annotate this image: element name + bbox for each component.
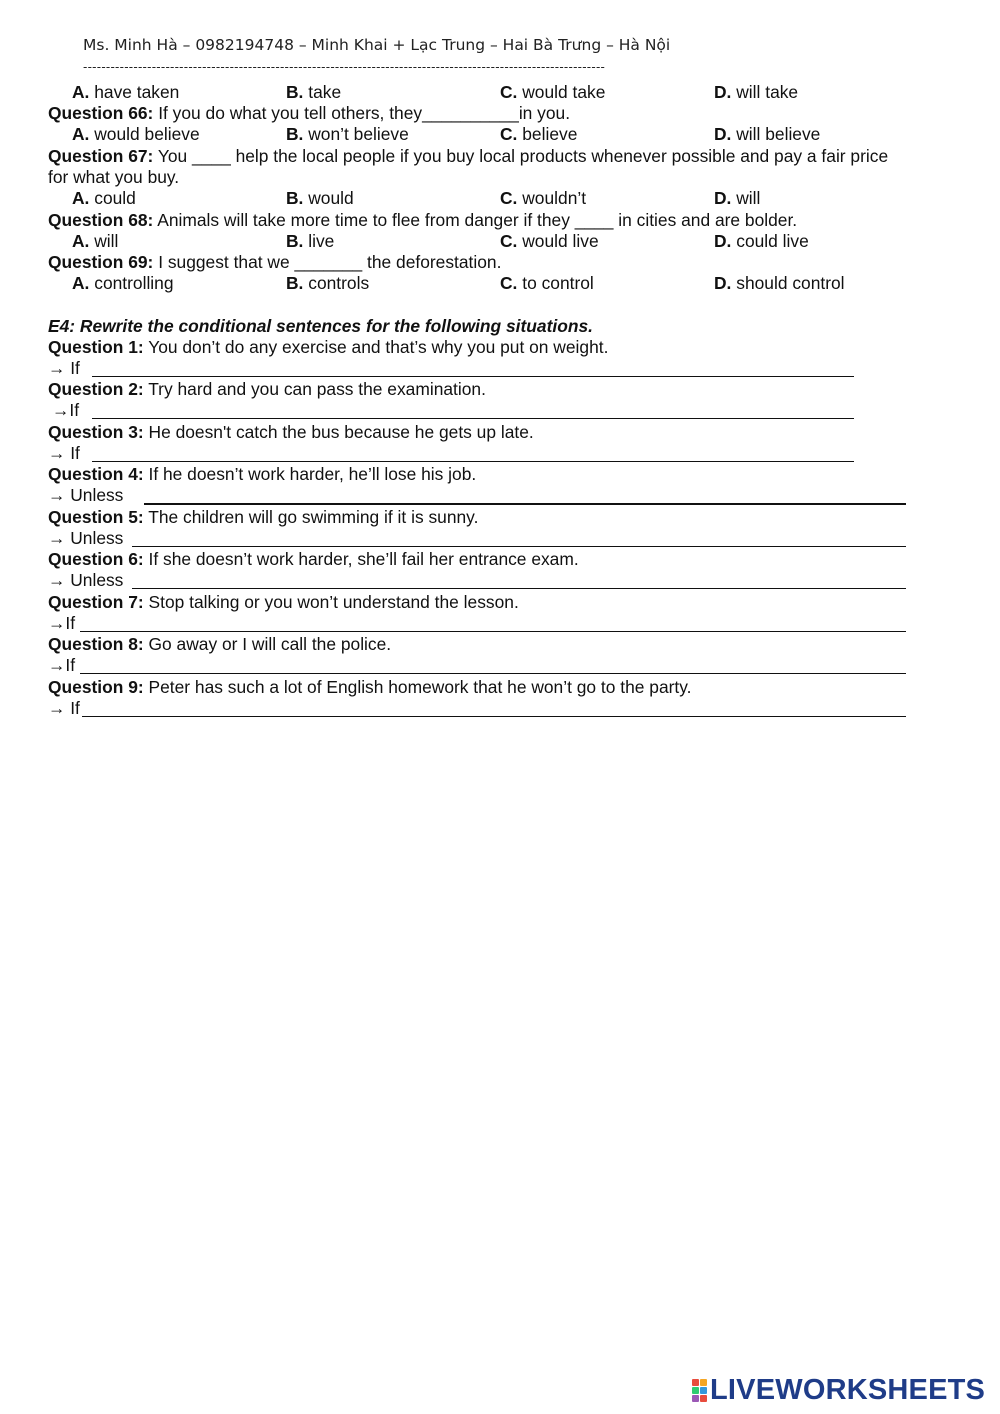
e4-question-4 xyxy=(48,464,476,485)
q67-option-b[interactable] xyxy=(286,188,354,209)
question-label: Question 7: xyxy=(48,592,144,612)
question-label: Question 69: xyxy=(48,252,154,272)
option-label: B. xyxy=(286,124,304,144)
option-text: controls xyxy=(308,273,370,293)
q67-option-a[interactable] xyxy=(72,188,136,209)
option-label: D. xyxy=(714,124,732,144)
option-text: take xyxy=(308,82,342,102)
question-label: Question 3: xyxy=(48,422,144,442)
option-text: will xyxy=(736,188,761,208)
answer-prompt: → Unless xyxy=(48,570,124,590)
option-text: live xyxy=(308,231,335,251)
option-label: B. xyxy=(286,231,304,251)
page-header: Ms. Minh Hà – 0982194748 – Minh Khai + Lạc Trung – Hai Bà Trưng – Hà Nội xyxy=(83,36,671,54)
option-text: could xyxy=(94,188,136,208)
option-label: A. xyxy=(72,188,90,208)
option-label: D. xyxy=(714,82,732,102)
question-text: If he doesn’t work harder, he’ll lose his job. xyxy=(148,464,477,484)
q68-option-a[interactable] xyxy=(72,231,118,252)
option-label: D. xyxy=(714,273,732,293)
question-text: You ____ help the local people if you buy local products whenever possible and pay a fair price xyxy=(157,146,889,166)
e4-question-1 xyxy=(48,337,608,358)
answer-prompt: →If xyxy=(52,400,80,420)
q65-option-a[interactable] xyxy=(72,82,179,103)
question-text: The children will go swimming if it is sunny. xyxy=(148,507,479,527)
question-text: I suggest that we _______ the deforestation. xyxy=(158,252,502,272)
option-label: A. xyxy=(72,231,90,251)
option-text: will take xyxy=(736,82,799,102)
q67-option-c[interactable] xyxy=(500,188,586,209)
q68-option-d[interactable] xyxy=(714,231,809,252)
q69-stem xyxy=(48,252,501,273)
q65-option-c[interactable] xyxy=(500,82,605,103)
q66-option-b[interactable] xyxy=(286,124,409,145)
q67-stem-continued: for what you buy. xyxy=(48,167,180,187)
option-text: won’t believe xyxy=(308,124,409,144)
option-label: B. xyxy=(286,82,304,102)
q69-option-b[interactable] xyxy=(286,273,369,294)
question-label: Question 5: xyxy=(48,507,144,527)
logo-blocks-icon xyxy=(692,1379,707,1402)
answer-prompt: → Unless xyxy=(48,485,124,505)
option-text: wouldn’t xyxy=(522,188,587,208)
question-text: Peter has such a lot of English homework that he won’t go to the party. xyxy=(148,677,692,697)
option-label: D. xyxy=(714,231,732,251)
option-text: would live xyxy=(522,231,599,251)
answer-blank-9[interactable] xyxy=(82,716,906,717)
q66-option-a[interactable] xyxy=(72,124,200,145)
answer-prompt: →If xyxy=(48,655,76,675)
question-label: Question 6: xyxy=(48,549,144,569)
option-label: C. xyxy=(500,124,518,144)
answer-blank-7[interactable] xyxy=(80,631,906,632)
question-label: Question 66: xyxy=(48,103,154,123)
e4-question-3 xyxy=(48,422,534,443)
option-text: believe xyxy=(522,124,578,144)
option-label: A. xyxy=(72,273,90,293)
q67-option-d[interactable] xyxy=(714,188,760,209)
answer-blank-1[interactable] xyxy=(92,376,854,377)
e4-question-2 xyxy=(48,379,486,400)
question-label: Question 9: xyxy=(48,677,144,697)
question-label: Question 8: xyxy=(48,634,144,654)
liveworksheets-logo[interactable] xyxy=(692,1374,985,1407)
option-label: D. xyxy=(714,188,732,208)
option-label: B. xyxy=(286,273,304,293)
q69-option-c[interactable] xyxy=(500,273,594,294)
q66-stem xyxy=(48,103,570,124)
question-text: If you do what you tell others, they__________in you. xyxy=(158,103,571,123)
q68-option-c[interactable] xyxy=(500,231,599,252)
answer-prompt: → If xyxy=(48,698,80,718)
q67-stem xyxy=(48,146,888,167)
option-label: C. xyxy=(500,273,518,293)
logo-text: LIVEWORKSHEETS xyxy=(710,1374,986,1406)
q69-option-d[interactable] xyxy=(714,273,845,294)
question-text: Animals will take more time to flee from danger if they ____ in cities and are bolder. xyxy=(157,210,798,230)
option-label: A. xyxy=(72,82,90,102)
e4-question-7 xyxy=(48,592,519,613)
option-label: C. xyxy=(500,231,518,251)
q68-stem xyxy=(48,210,797,231)
option-label: A. xyxy=(72,124,90,144)
header-divider: ------------------------------------------------------------------------------------------------------------------ xyxy=(83,60,606,74)
option-text: will xyxy=(94,231,119,251)
question-text: If she doesn’t work harder, she’ll fail her entrance exam. xyxy=(148,549,579,569)
question-label: Question 4: xyxy=(48,464,144,484)
question-label: Question 2: xyxy=(48,379,144,399)
q66-option-d[interactable] xyxy=(714,124,820,145)
question-text: Stop talking or you won’t understand the lesson. xyxy=(148,592,519,612)
option-label: C. xyxy=(500,188,518,208)
q66-option-c[interactable] xyxy=(500,124,577,145)
option-text: would take xyxy=(522,82,606,102)
answer-blank-3[interactable] xyxy=(92,461,854,462)
q65-option-d[interactable] xyxy=(714,82,798,103)
section-title-e4: E4: Rewrite the conditional sentences for the following situations. xyxy=(48,316,593,336)
q69-option-a[interactable] xyxy=(72,273,174,294)
e4-question-5 xyxy=(48,507,478,528)
e4-question-6 xyxy=(48,549,579,570)
option-text: would xyxy=(308,188,354,208)
e4-question-8 xyxy=(48,634,391,655)
option-label: C. xyxy=(500,82,518,102)
answer-blank-8[interactable] xyxy=(80,673,906,674)
answer-prompt: → If xyxy=(48,443,80,463)
e4-question-9 xyxy=(48,677,691,698)
option-label: B. xyxy=(286,188,304,208)
question-text: He doesn't catch the bus because he gets up late. xyxy=(148,422,534,442)
answer-prompt: → Unless xyxy=(48,528,124,548)
answer-blank-6[interactable] xyxy=(132,588,906,589)
option-text: controlling xyxy=(94,273,174,293)
q68-option-b[interactable] xyxy=(286,231,334,252)
option-text: will believe xyxy=(736,124,821,144)
question-text: Try hard and you can pass the examination. xyxy=(148,379,486,399)
option-text: could live xyxy=(736,231,809,251)
q65-option-b[interactable] xyxy=(286,82,341,103)
question-label: Question 67: xyxy=(48,146,154,166)
answer-blank-4[interactable] xyxy=(144,503,906,505)
answer-prompt: → If xyxy=(48,358,80,378)
question-label: Question 1: xyxy=(48,337,144,357)
question-text: You don’t do any exercise and that’s why you put on weight. xyxy=(148,337,609,357)
option-text: should control xyxy=(736,273,845,293)
question-text: Go away or I will call the police. xyxy=(148,634,392,654)
option-text: have taken xyxy=(94,82,180,102)
answer-blank-5[interactable] xyxy=(132,546,906,547)
answer-prompt: →If xyxy=(48,613,76,633)
question-label: Question 68: xyxy=(48,210,154,230)
option-text: to control xyxy=(522,273,594,293)
answer-blank-2[interactable] xyxy=(92,418,854,419)
option-text: would believe xyxy=(94,124,200,144)
